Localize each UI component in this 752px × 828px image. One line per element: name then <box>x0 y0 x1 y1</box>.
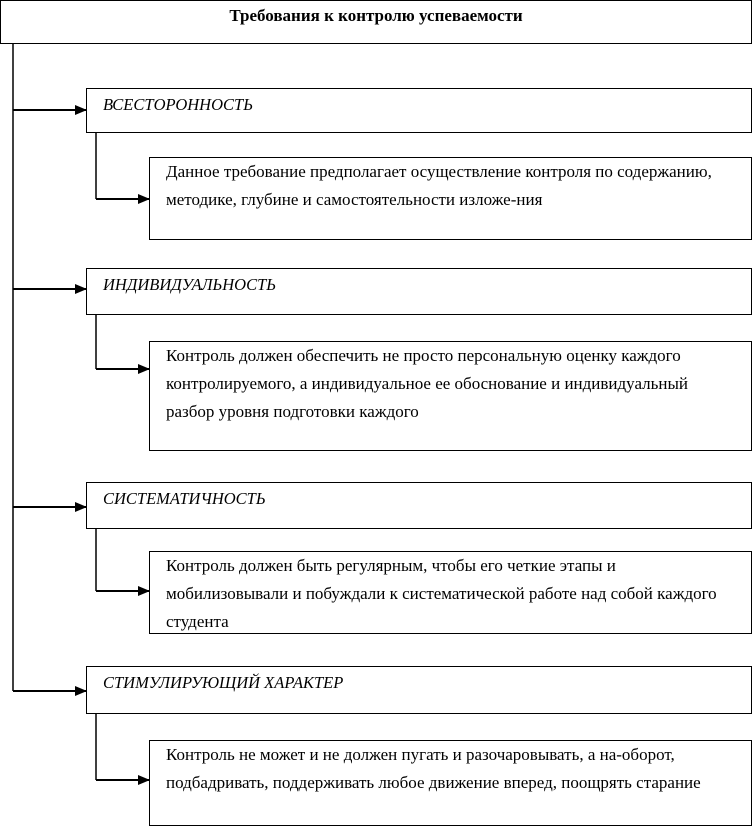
requirement-heading-2: ИНДИВИДУАЛЬНОСТЬ <box>103 275 277 294</box>
requirement-description-box-3 <box>149 551 752 634</box>
requirement-heading-4: СТИМУЛИРУЮЩИЙ ХАРАКТЕР <box>103 673 344 692</box>
requirement-heading-box-4 <box>86 666 752 714</box>
requirement-description-box-1 <box>149 157 752 240</box>
requirement-description-4: Контроль не может и не должен пугать и разочаровывать, а на-оборот, подбадривать, поддерживать любое движение вперед, поощрять старание <box>166 745 701 792</box>
requirement-heading-box-1 <box>86 88 752 133</box>
requirement-heading-1: ВСЕСТОРОННОСТЬ <box>103 95 253 114</box>
requirement-description-1: Данное требование предполагает осуществление контроля по содержанию, методике, глубине и самостоятельности изложе-ния <box>166 162 712 209</box>
requirement-heading-box-2 <box>86 268 752 315</box>
diagram-title: Требования к контролю успеваемости <box>229 6 523 25</box>
requirement-heading-box-3 <box>86 482 752 529</box>
requirement-description-box-4 <box>149 740 752 826</box>
requirement-description-box-2 <box>149 341 752 451</box>
diagram-title-box <box>0 0 752 44</box>
requirement-description-2: Контроль должен обеспечить не просто персональную оценку каждого контролируемого, а индивидуальное ее обоснование и индивидуальный разбор уровня подготовки каждого <box>166 346 688 421</box>
requirement-description-3: Контроль должен быть регулярным, чтобы его четкие этапы и мобилизовывали и побуждали к систематической работе над собой каждого студента <box>166 556 717 631</box>
requirement-heading-3: СИСТЕМАТИЧНОСТЬ <box>103 489 266 508</box>
